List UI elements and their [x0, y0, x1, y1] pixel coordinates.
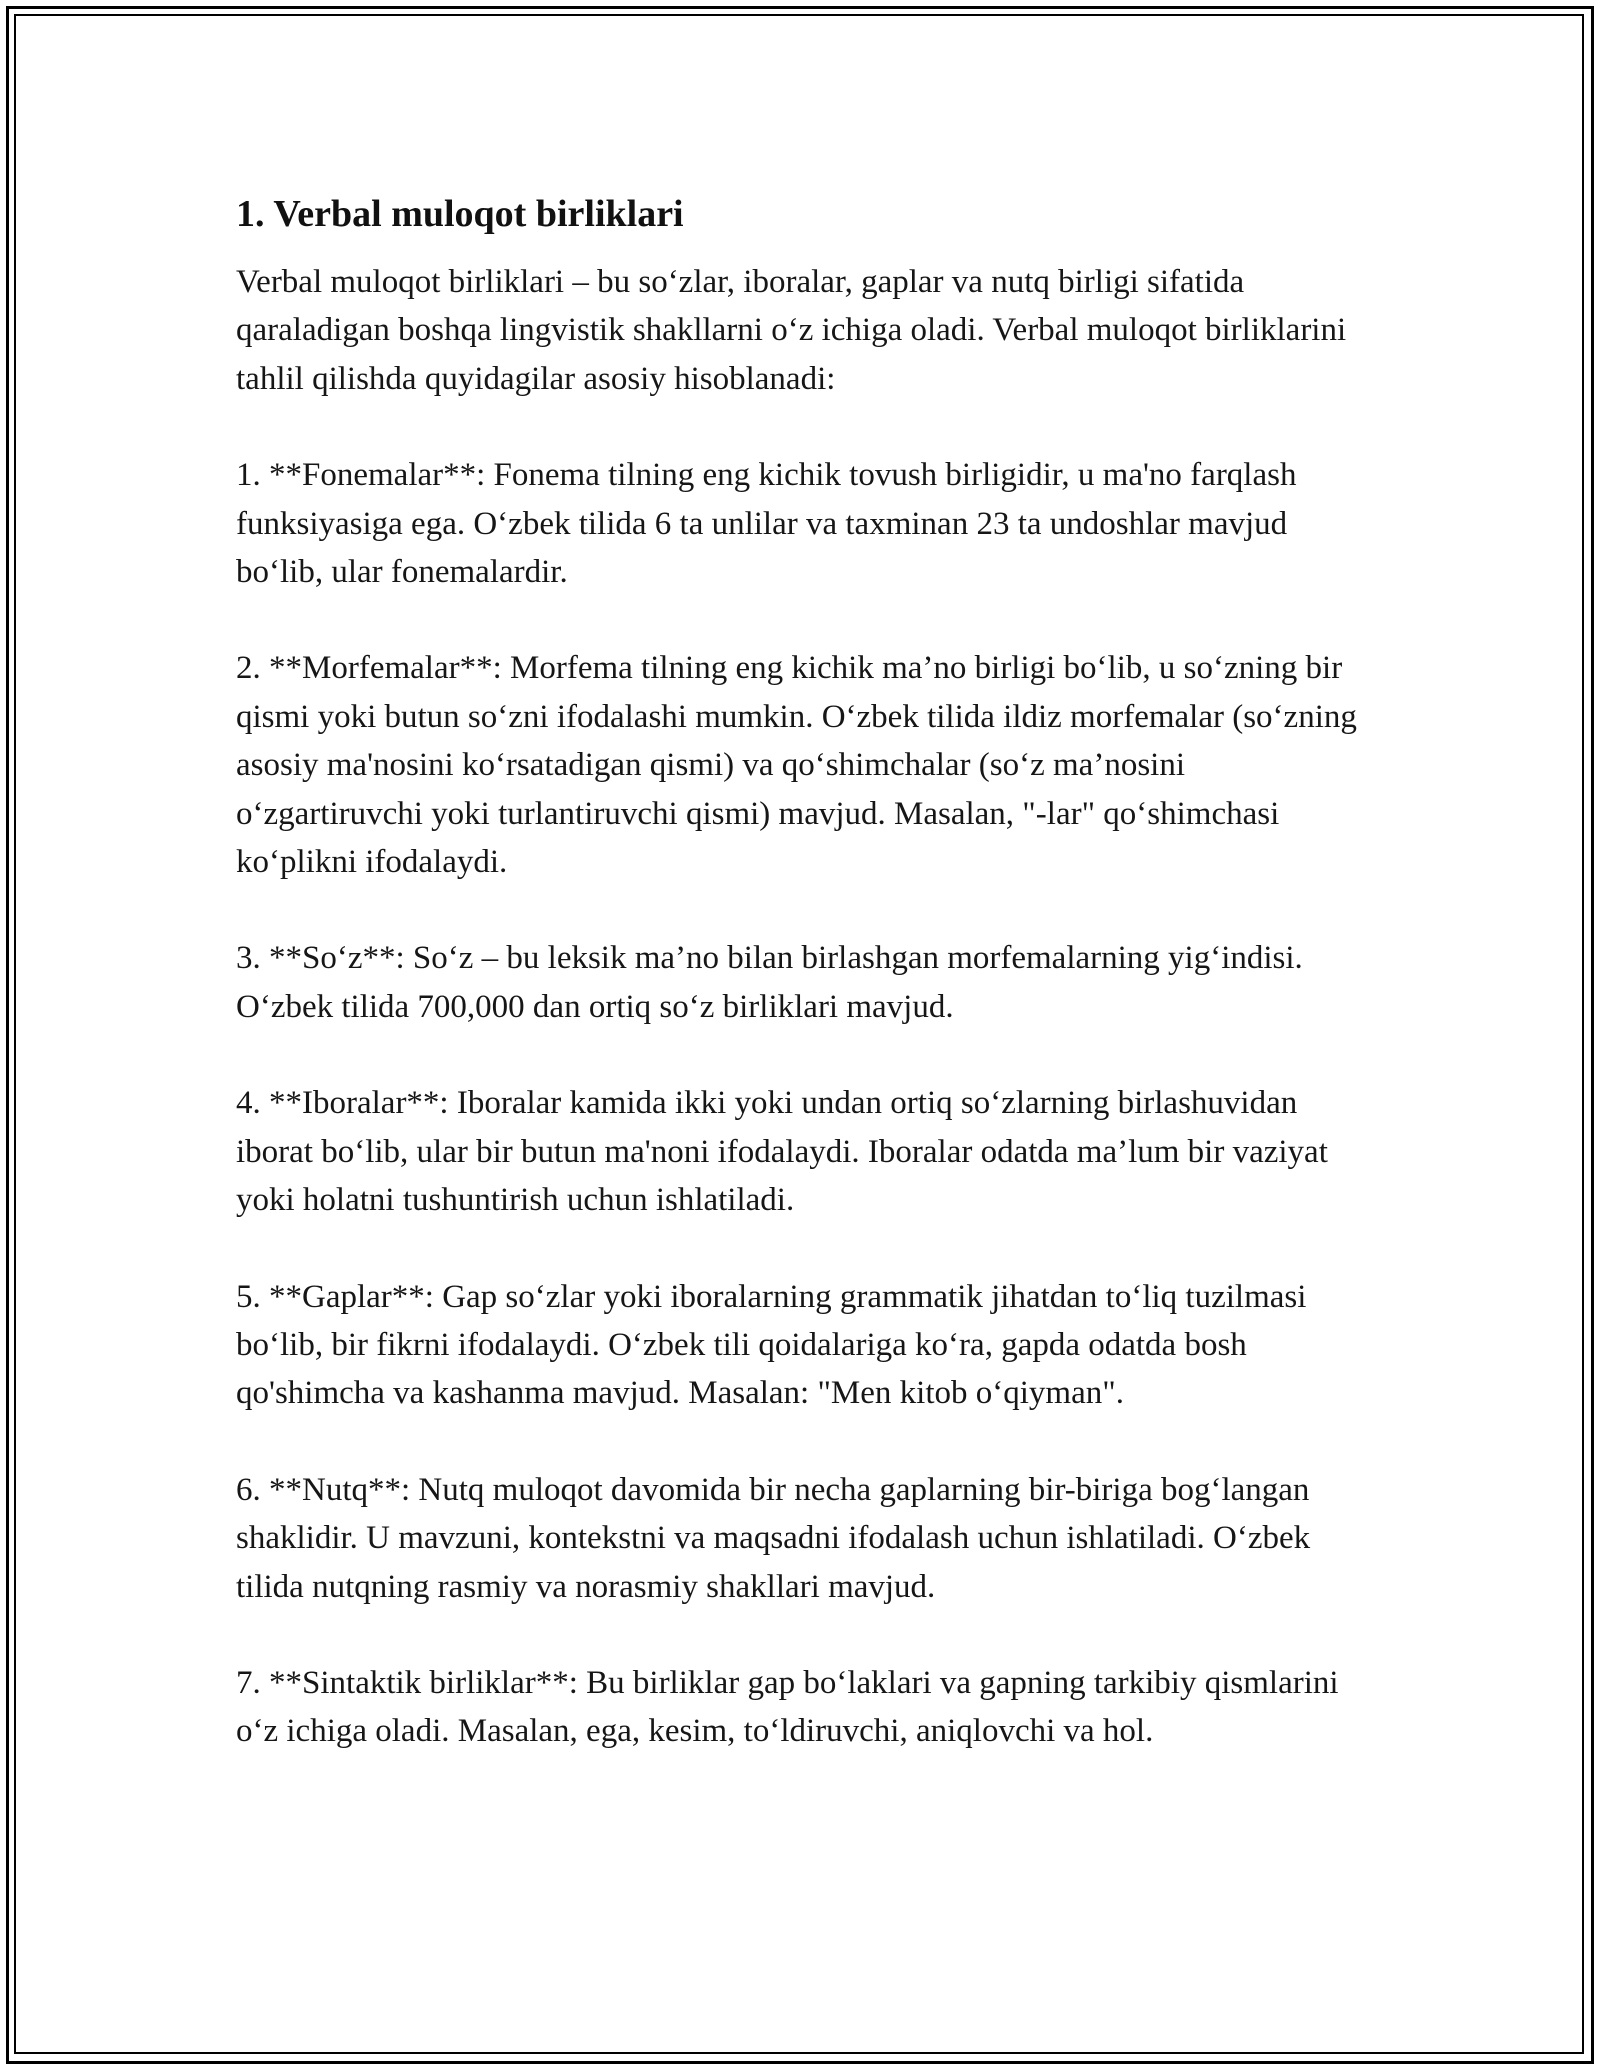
list-item-nutq: 6. **Nutq**: Nutq muloqot davomida bir necha gaplarning bir-biriga bog‘langan shaklidir. U mavzuni, kontekstni va maqsadni ifodalash uchun ishlatiladi. O‘zbek tilida nutqning rasmiy va norasmiy shakllari mavjud.	[236, 1471, 1311, 1605]
section-heading: 1. Verbal muloqot birliklari	[236, 193, 684, 235]
list-item-iboralar: 4. **Iboralar**: Iboralar kamida ikki yoki undan ortiq so‘zlarning birlashuvidan iborat bo‘lib, ular bir butun ma'noni ifodalaydi. Iboralar odatda ma’lum bir vaziyat yoki holatni tushuntirish uchun ishlatiladi.	[236, 1085, 1328, 1219]
intro-paragraph: Verbal muloqot birliklari – bu so‘zlar, iboralar, gaplar va nutq birligi sifatida qaraladigan boshqa lingvistik shakllarni o‘z ichiga oladi. Verbal muloqot birliklarini tahlil qilishda quyidagilar asosiy hisoblanadi:	[236, 264, 1347, 397]
list-item-fonemalar: 1. **Fonemalar**: Fonema tilning eng kichik tovush birligidir, u ma'no farqlash funksiyasiga ega. O‘zbek tilida 6 ta unlilar va taxminan 23 ta undoshlar mavjud bo‘lib, ular fonemalardir.	[236, 457, 1297, 591]
list-item-morfemalar: 2. **Morfemalar**: Morfema tilning eng kichik ma’no birligi bo‘lib, u so‘zning bir qismi yoki butun so‘zni ifodalashi mumkin. O‘zbek tilida ildiz morfemalar (so‘zning asosiy ma'nosini ko‘rsatadigan qismi) va qo‘shimchalar (so‘z ma’nosini o‘zgartiruvchi yoki turlantiruvchi qismi) mavjud. Masalan, "-lar" qo‘shimchasi ko‘plikni ifodalaydi.	[236, 650, 1357, 881]
list-item-soz: 3. **So‘z**: So‘z – bu leksik ma’no bilan birlashgan morfemalarning yig‘indisi. O‘zbek tilida 700,000 dan ortiq so‘z birliklari mavjud.	[236, 940, 1303, 1025]
document-body	[236, 188, 1366, 1804]
list-item-sintaktik-birliklar: 7. **Sintaktik birliklar**: Bu birliklar gap bo‘laklari va gapning tarkibiy qismlarini o‘z ichiga oladi. Masalan, ega, kesim, to‘ldiruvchi, aniqlovchi va hol.	[236, 1664, 1339, 1750]
list-item-gaplar: 5. **Gaplar**: Gap so‘zlar yoki iboralarning grammatik jihatdan to‘liq tuzilmasi bo‘lib, bir fikrni ifodalaydi. O‘zbek tili qoidalariga ko‘ra, gapda odatda bosh qo'shimcha va kashanma mavjud. Masalan: "Men kitob o‘qiyman".	[236, 1278, 1307, 1412]
